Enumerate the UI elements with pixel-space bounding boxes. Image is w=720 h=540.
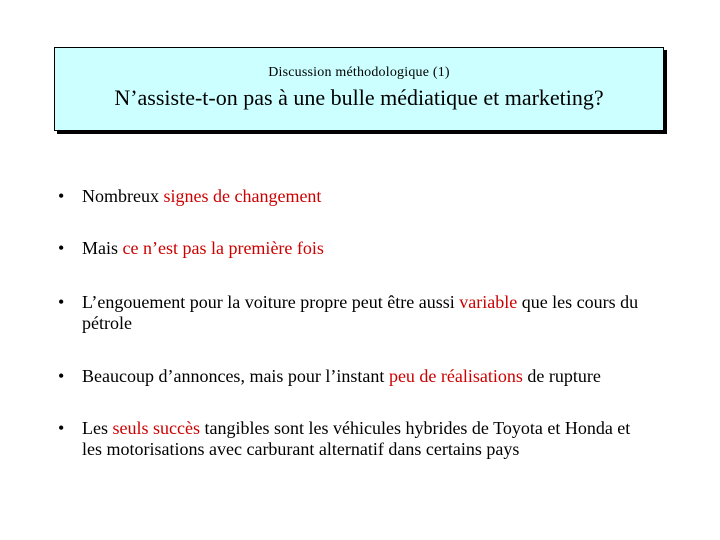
bullet-text [82,418,654,460]
slide-subtitle: Discussion méthodologique (1) [268,65,450,80]
bullet-text-highlight: signes de changement [163,186,322,206]
bullet-marker: • [58,292,65,312]
slide-title: N’assiste-t-on pas à une bulle médiatique et marketing? [114,85,604,110]
bullet-text-plain: Mais [82,238,123,258]
bullet-item [58,238,678,259]
bullet-text-plain: que les cours du pétrole [82,292,639,333]
title-box [54,47,664,131]
bullet-item [58,418,678,460]
bullet-item [58,186,678,207]
bullet-marker: • [58,238,65,258]
bullet-text-highlight: variable [459,292,518,312]
bullet-text-plain: de rupture [522,366,601,386]
bullet-text-plain: L’engouement pour la voiture propre peut être aussi [82,292,460,312]
bullet-text-highlight: ce n’est pas la première fois [122,238,324,258]
bullet-text [82,292,642,334]
bullet-text-highlight: peu de réalisations [388,366,523,386]
bullet-text-plain: tangibles sont les véhicules hybrides de Toyota et Honda et les motorisations avec carburant alternatif dans certains pays [82,418,631,459]
bullet-item [58,292,678,334]
bullet-text [82,238,678,259]
bullet-text [82,186,678,207]
bullet-marker: • [58,418,65,438]
bullet-text-plain: Nombreux [82,186,164,206]
bullet-text-plain: Les [82,418,113,438]
bullet-marker: • [58,186,65,206]
bullet-item [58,366,678,387]
bullet-text-highlight: seuls succès [112,418,200,438]
bullet-text-plain: Beaucoup d’annonces, mais pour l’instant [82,366,389,386]
bullet-marker: • [58,366,65,386]
bullet-text [82,366,678,387]
